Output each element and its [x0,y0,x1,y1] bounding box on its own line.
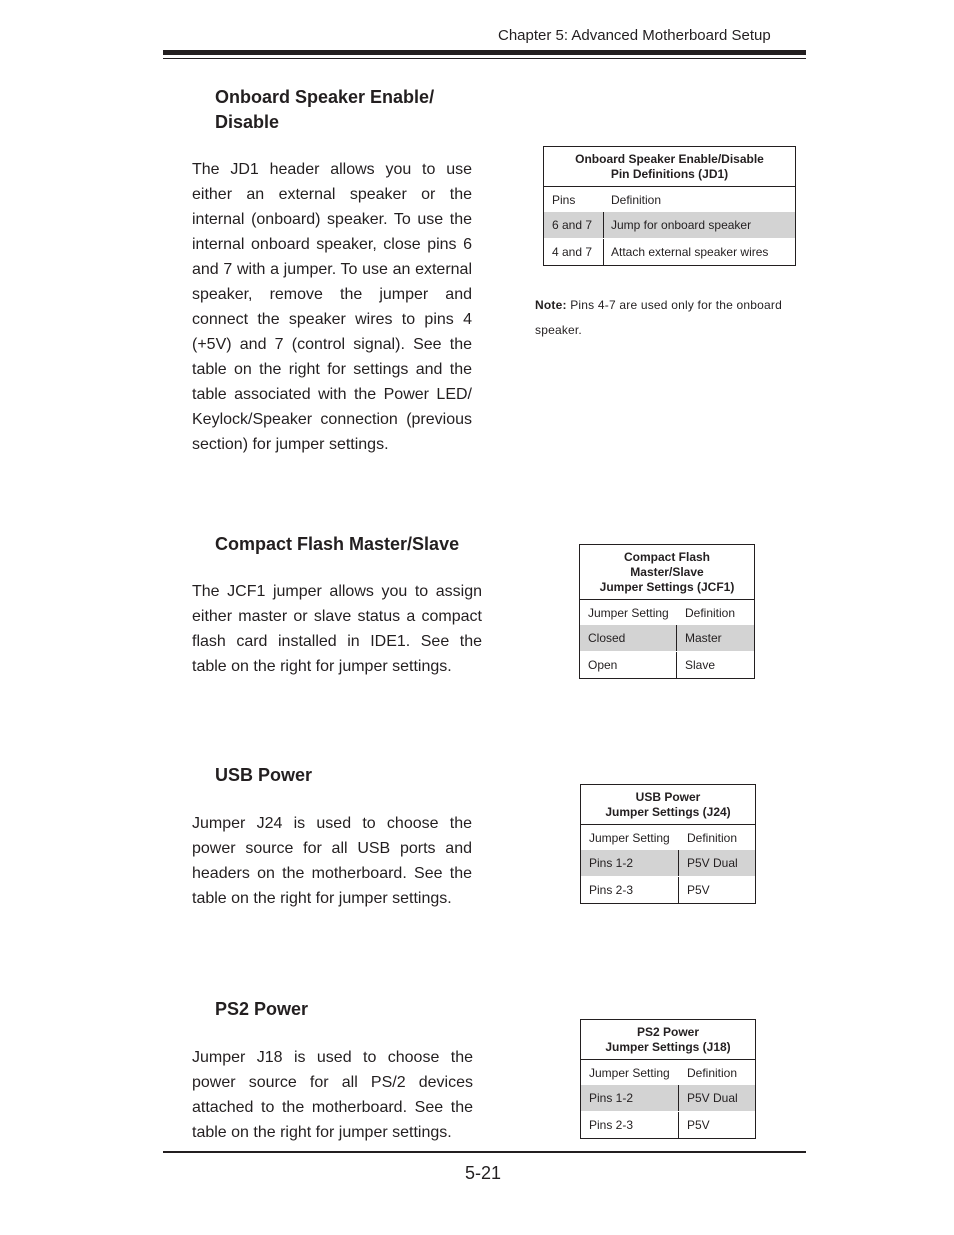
section-body-onboard-speaker: The JD1 header allows you to use either an external speaker or the internal (onboard) speaker. To use the internal onboard speaker, close pins 6 and 7 with a jumper. To use an external speaker, remove the jumper and connect the speaker wires to pins 4 (+5V) and 7 (control signal). See the table on the right for settings and the table associated with the Power LED/ Keylock/Speaker connection (previous section) for jumper settings. [192,161,472,453]
table-row [544,238,795,265]
table-cell: Pins 1-2 [581,1085,679,1111]
table-header-row [580,600,754,625]
footer-rule [163,1151,806,1153]
table-caption [581,1020,755,1060]
table-cell: Slave [685,658,716,672]
table-cell: Closed [580,625,677,651]
table-cell: Pins 2-3 [581,1112,679,1138]
table-caption [544,147,795,187]
column-header: Jumper Setting [589,830,670,845]
table-row [581,1111,755,1138]
table-caption [580,545,754,600]
note-text: Pins 4-7 are used only for the onboard speaker. [535,298,782,337]
column-header: Definition [685,605,736,620]
table-cell: Attach external speaker wires [611,245,769,259]
table-row [544,212,795,238]
table-caption [581,785,755,825]
section-heading-ps2-power [215,997,308,1022]
table-row [581,876,755,903]
note-label: Note: [535,298,567,312]
table-cell: Open [580,652,677,678]
heading-line: USB Power [215,765,313,785]
table-cell: Master [685,631,722,645]
table-cell: P5V [687,883,710,897]
heading-line: Disable [215,112,280,132]
column-header: Jumper Setting [588,605,669,620]
table-cell: Jump for onboard speaker [611,218,752,232]
caption-line: Jumper Settings (JCF1) [599,580,735,594]
heading-line: PS2 Power [215,999,309,1019]
table-jcf1 [579,544,755,679]
table-cell: 4 and 7 [544,239,604,265]
table-j24 [580,784,756,904]
header-rule-thin [163,58,806,59]
caption-line: Compact Flash [623,550,710,564]
column-header: Pins [552,192,576,207]
table-header-row [581,1060,755,1085]
table-jd1 [543,146,796,266]
table-j18 [580,1019,756,1139]
heading-line: Onboard Speaker Enable/ [215,87,435,107]
section-heading-onboard-speaker [215,85,475,135]
section-heading-usb-power [215,763,312,788]
column-header: Definition [687,1065,738,1080]
caption-line: Jumper Settings (J24) [605,805,731,819]
chapter-header: Chapter 5: Advanced Motherboard Setup [498,27,771,44]
caption-line: Master/Slave [630,565,704,579]
caption-line: USB Power [635,790,701,804]
table-cell: Pins 1-2 [581,850,679,876]
caption-line: Onboard Speaker Enable/Disable [575,152,764,166]
caption-line: Jumper Settings (J18) [605,1040,731,1054]
column-header: Definition [611,192,662,207]
table-cell: P5V Dual [687,1091,738,1105]
table-cell: 6 and 7 [544,212,604,238]
heading-line: Compact Flash Master/Slave [215,534,460,554]
caption-line: PS2 Power [636,1025,700,1039]
table-cell: P5V [687,1118,710,1132]
table-row [581,1085,755,1111]
section-body-usb-power: Jumper J24 is used to choose the power source for all USB ports and headers on the motherboard. See the table on the right for jumper settings. [192,815,472,907]
table-row [581,850,755,876]
section-body-ps2-power: Jumper J18 is used to choose the power source for all PS/2 devices attached to the motherboard. See the table on the right for jumper settings. [192,1049,473,1141]
section-body-compact-flash: The JCF1 jumper allows you to assign either master or slave status a compact flash card installed in IDE1. See the table on the right for jumper settings. [192,583,482,675]
note [535,293,807,343]
page-number: 5-21 [465,1163,502,1183]
header-rule [163,50,806,55]
caption-line: Pin Definitions (JD1) [610,167,729,181]
section-heading-compact-flash [215,532,459,557]
table-cell: P5V Dual [687,856,738,870]
table-header-row [544,187,795,212]
column-header: Jumper Setting [589,1065,670,1080]
table-header-row [581,825,755,850]
table-cell: Pins 2-3 [581,877,679,903]
table-row [580,625,754,651]
column-header: Definition [687,830,738,845]
table-row [580,651,754,678]
